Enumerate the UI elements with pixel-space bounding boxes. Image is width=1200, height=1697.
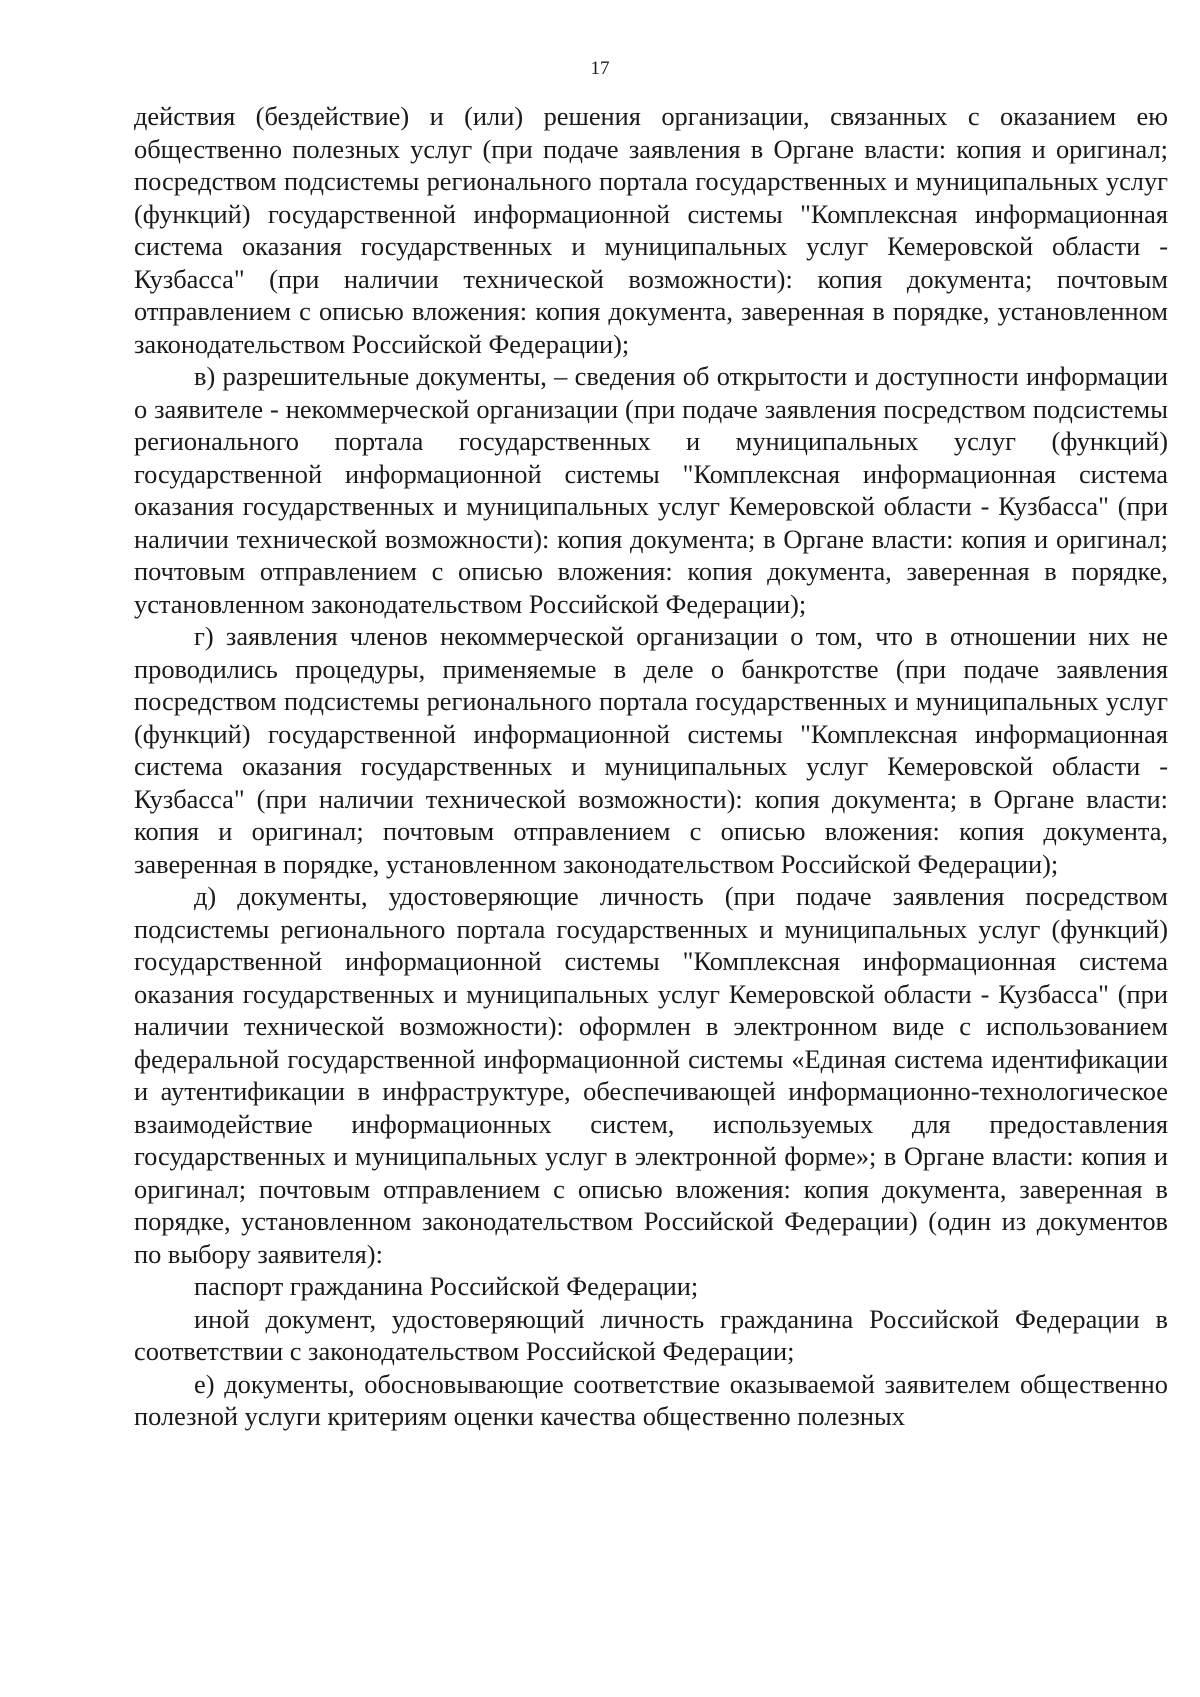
paragraph-item-e: е) документы, обосновывающие соответствие оказываемой заявителем общественно полезной услуги критериям оценки качества общественно полезных [134,1368,1168,1431]
paragraph-passport: паспорт гражданина Российской Федерации; [194,1271,699,1301]
paragraph-continuation: действия (бездействие) и (или) решения организации, связанных с оказанием ею общественно полезных услуг (при подаче заявления в Органе власти: копия и оригинал; посредством подсистемы регионального портала государственных и муниципальных услуг (функций) государственной информационной системы "Комплексная информационная система оказания государственных и муниципальных услуг Кемеровской области - Кузбасса" (при наличии технической возможности): копия документа; почтовым отправлением с описью вложения: копия документа, заверенная в порядке, установленном законодательством Российской Федерации); [134,101,1168,359]
paragraph-other-id-document: иной документ, удостоверяющий личность гражданина Российской Федерации в соответствии с законодательством Российской Федерации; [134,1303,1168,1366]
page-number: 17 [590,58,610,79]
document-body [134,100,1168,1433]
paragraph-item-d: д) документы, удостоверяющие личность (при подаче заявления посредством подсистемы регионального портала государственных и муниципальных услуг (функций) государственной информационной системы "Комплексная информационная система оказания государственных и муниципальных услуг Кемеровской области - Кузбасса" (при наличии технической возможности): оформлен в электронном виде с использованием федеральной государственной информационной системы «Единая система идентификации и аутентификации в инфраструктуре, обеспечивающей информационно-технологическое взаимодействие информационных систем, используемых для предоставления государственных и муниципальных услуг в электронной форме»; в Органе власти: копия и оригинал; почтовым отправлением с описью вложения: копия документа, заверенная в порядке, установленном законодательством Российской Федерации) (один из документов по выбору заявителя): [134,881,1168,1269]
paragraph-item-g: г) заявления членов некоммерческой организации о том, что в отношении них не проводились процедуры, применяемые в деле о банкротстве (при подаче заявления посредством подсистемы регионального портала государственных и муниципальных услуг (функций) государственной информационной системы "Комплексная информационная система оказания государственных и муниципальных услуг Кемеровской области - Кузбасса" (при наличии технической возможности): копия документа; в Органе власти: копия и оригинал; почтовым отправлением с описью вложения: копия документа, заверенная в порядке, установленном законодательством Российской Федерации); [134,621,1168,879]
paragraph-item-v: в) разрешительные документы, – сведения об открытости и доступности информации о заявителе - некоммерческой организации (при подаче заявления посредством подсистемы регионального портала государственных и муниципальных услуг (функций) государственной информационной системы "Комплексная информационная система оказания государственных и муниципальных услуг Кемеровской области - Кузбасса" (при наличии технической возможности): копия документа; в Органе власти: копия и оригинал; почтовым отправлением с описью вложения: копия документа, заверенная в порядке, установленном законодательством Российской Федерации); [134,361,1168,619]
